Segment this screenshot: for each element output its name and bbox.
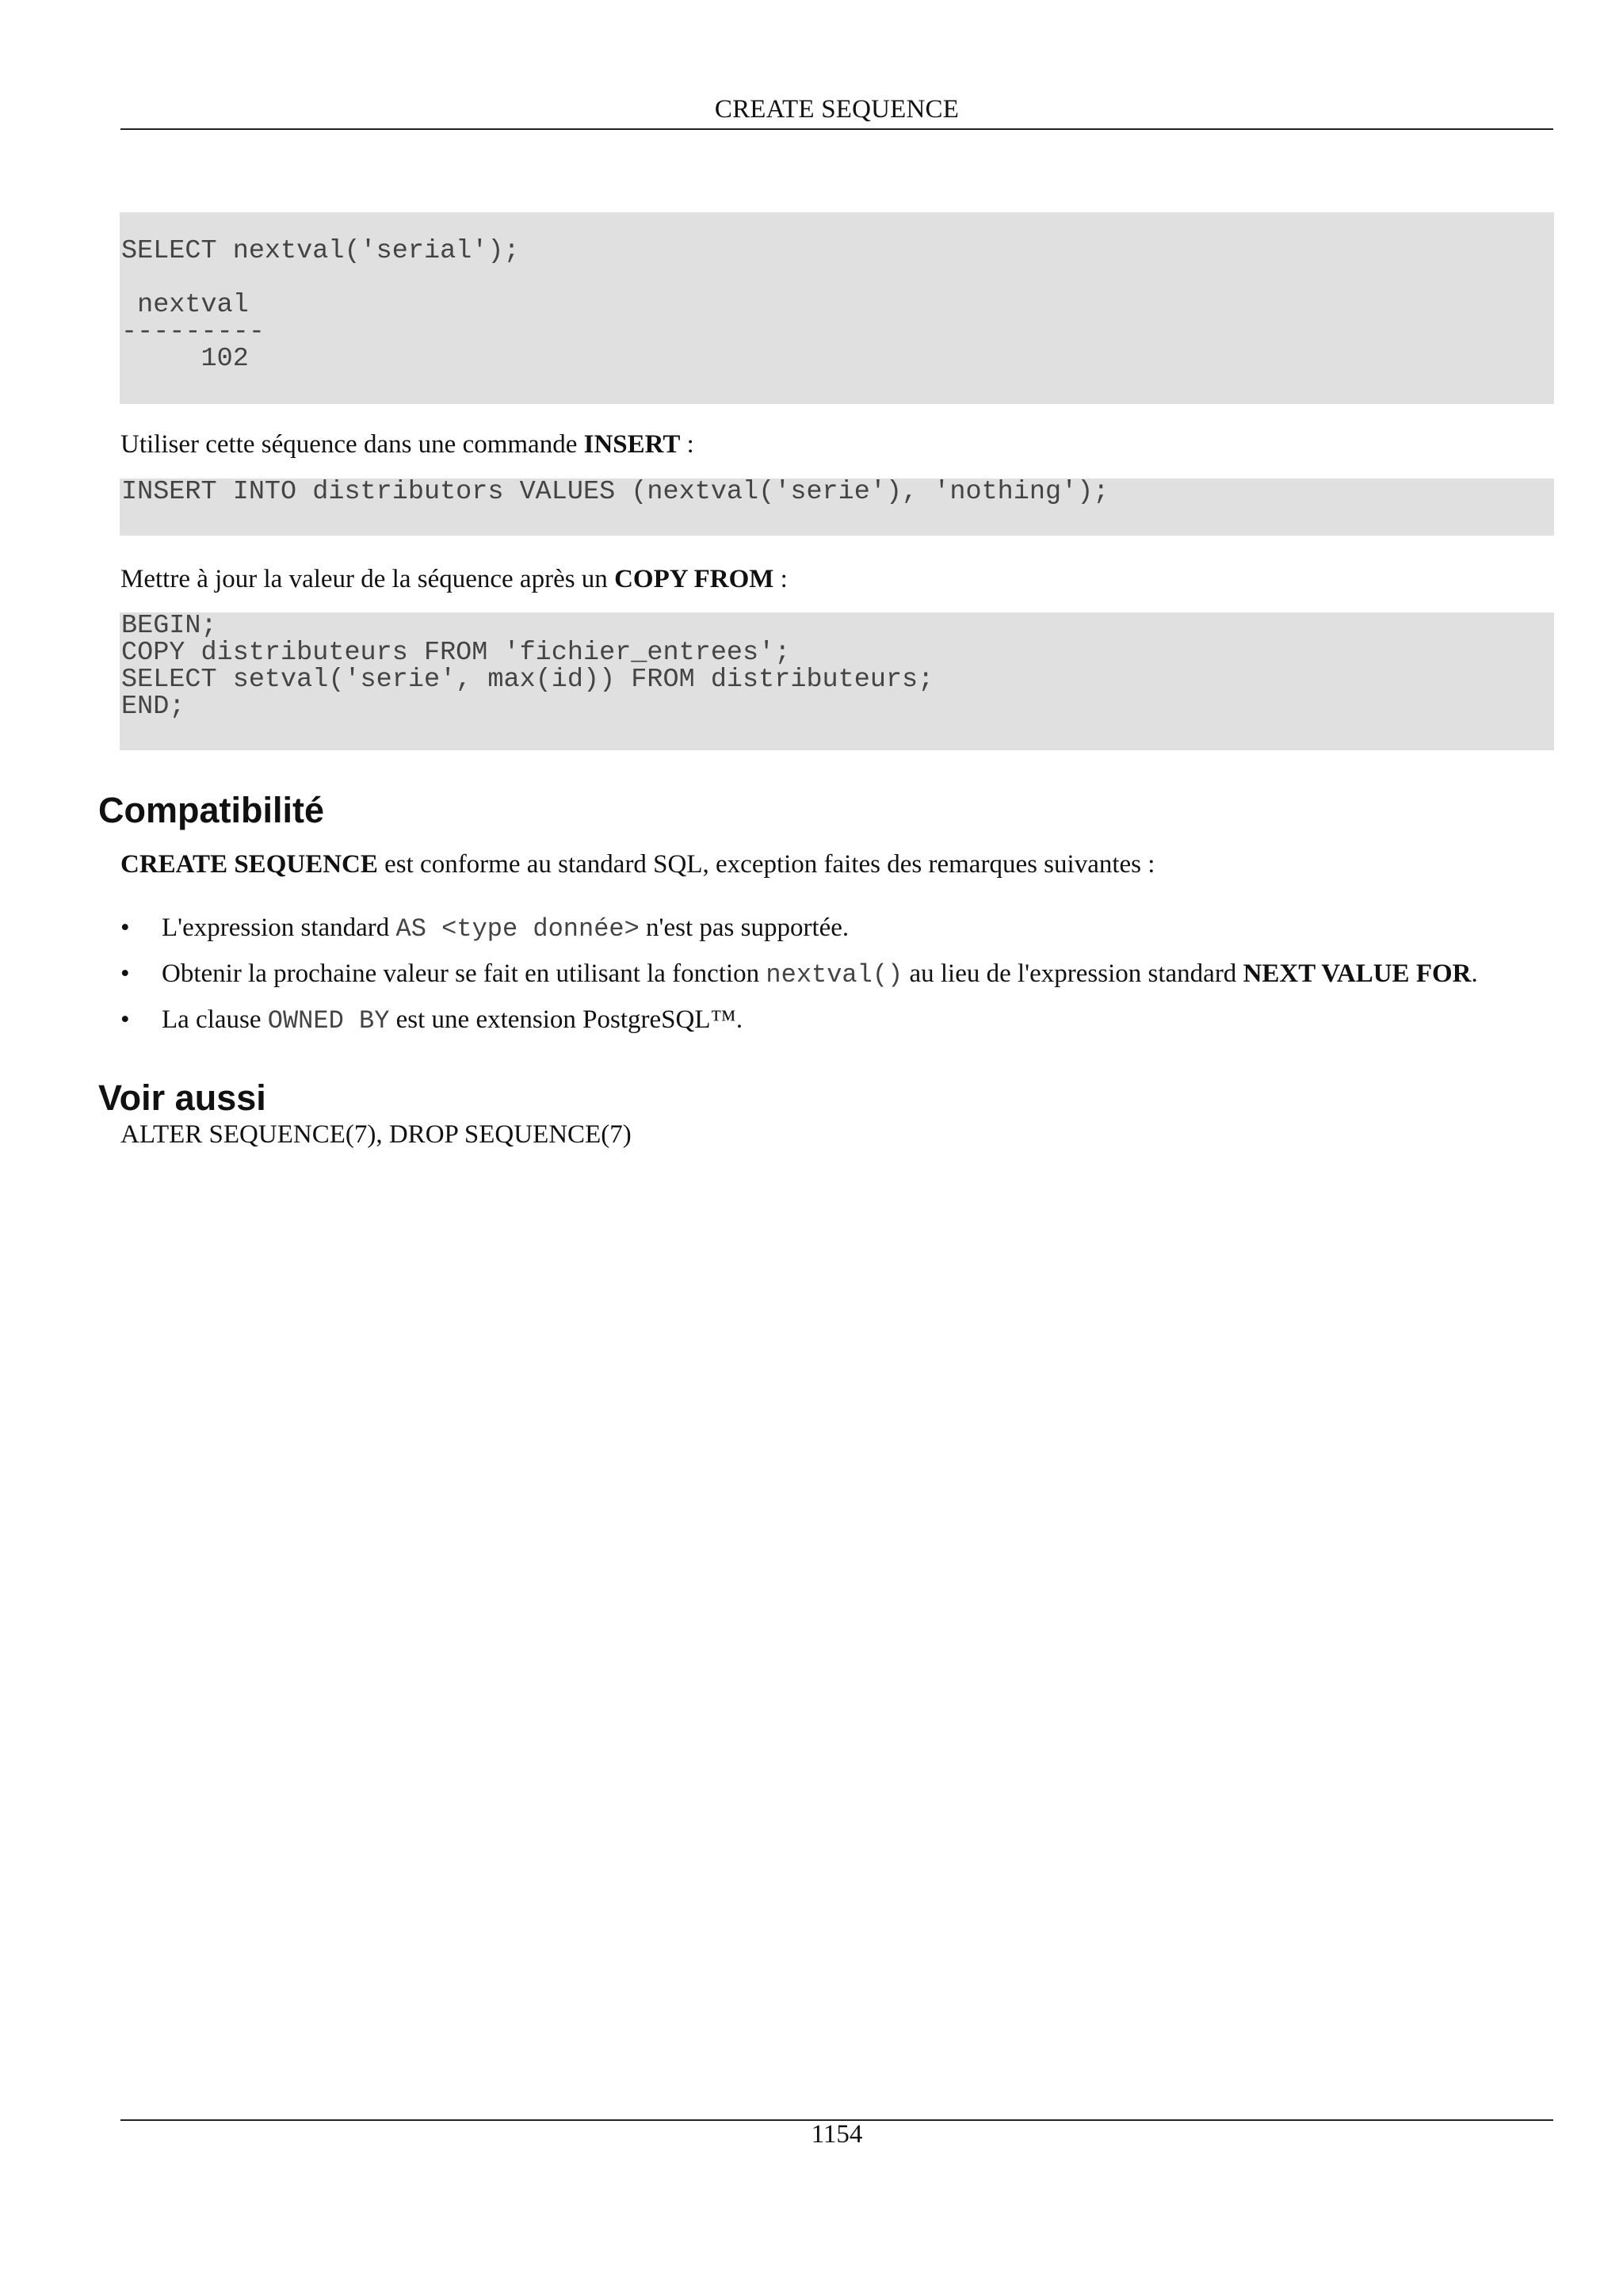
code-block-copy-from [120,612,1554,750]
code-line [121,265,1552,292]
insert-keyword: INSERT [583,430,681,459]
inline-code: AS <type donnée> [395,914,640,944]
copy-from-keyword: COPY FROM [614,565,774,593]
copy-intro-suffix: : [773,565,788,593]
copy-intro-text: Mettre à jour la valeur de la séquence après un [120,565,615,593]
code-line: SELECT nextval('serial'); [121,236,520,266]
code-line: INSERT INTO distributors VALUES (nextval('serie'), 'nothing'); [121,477,1109,507]
code-line: 102 [121,344,249,374]
bullet-text: est une extension PostgreSQL™. [389,1005,743,1034]
bullet-text: . [1471,959,1478,988]
code-block-insert [120,479,1554,536]
code-line: END; [121,692,185,722]
bullet-marker: • [120,913,130,942]
code-line: COPY distributeurs FROM 'fichier_entrees'; [121,638,791,668]
code-line: nextval [121,290,249,320]
code-line: SELECT setval('serie', max(id)) FROM distributeurs; [121,665,934,695]
bullet-text: La clause [162,1005,268,1034]
code-line: --------- [121,317,265,347]
compatibility-bullet [120,912,849,945]
code-block-select-nextval [120,212,1554,404]
see-also-links[interactable]: ALTER SEQUENCE(7), DROP SEQUENCE(7) [120,1120,632,1149]
bullet-marker: • [120,959,130,988]
see-also-heading: Voir aussi [98,1077,266,1118]
compatibility-intro-text: est conforme au standard SQL, exception faites des remarques suivantes : [377,850,1155,879]
create-sequence-keyword: CREATE SEQUENCE [120,850,378,879]
compatibility-intro [120,849,1155,880]
bullet-text: n'est pas supportée. [639,913,850,942]
compatibility-bullet [120,958,1478,991]
header-rule [120,128,1553,130]
bullet-text: Obtenir la prochaine valeur se fait en utilisant la fonction [162,959,766,988]
running-header: CREATE SEQUENCE [714,95,960,124]
page-number: 1154 [811,2120,863,2149]
bullet-text: L'expression standard [162,913,396,942]
bullet-text: au lieu de l'expression standard [903,959,1243,988]
bullet-marker: • [120,1005,130,1034]
bullet-bold: NEXT VALUE FOR [1243,959,1472,988]
code-line: BEGIN; [121,611,217,641]
insert-intro-suffix: : [680,430,694,459]
insert-intro-paragraph [120,429,694,460]
inline-code: OWNED BY [267,1006,390,1035]
inline-code: nextval() [766,960,903,990]
copy-intro-paragraph [120,563,788,595]
compatibility-bullet [120,1004,743,1037]
compatibility-heading: Compatibilité [98,790,325,830]
insert-intro-text: Utiliser cette séquence dans une commande [120,430,584,459]
